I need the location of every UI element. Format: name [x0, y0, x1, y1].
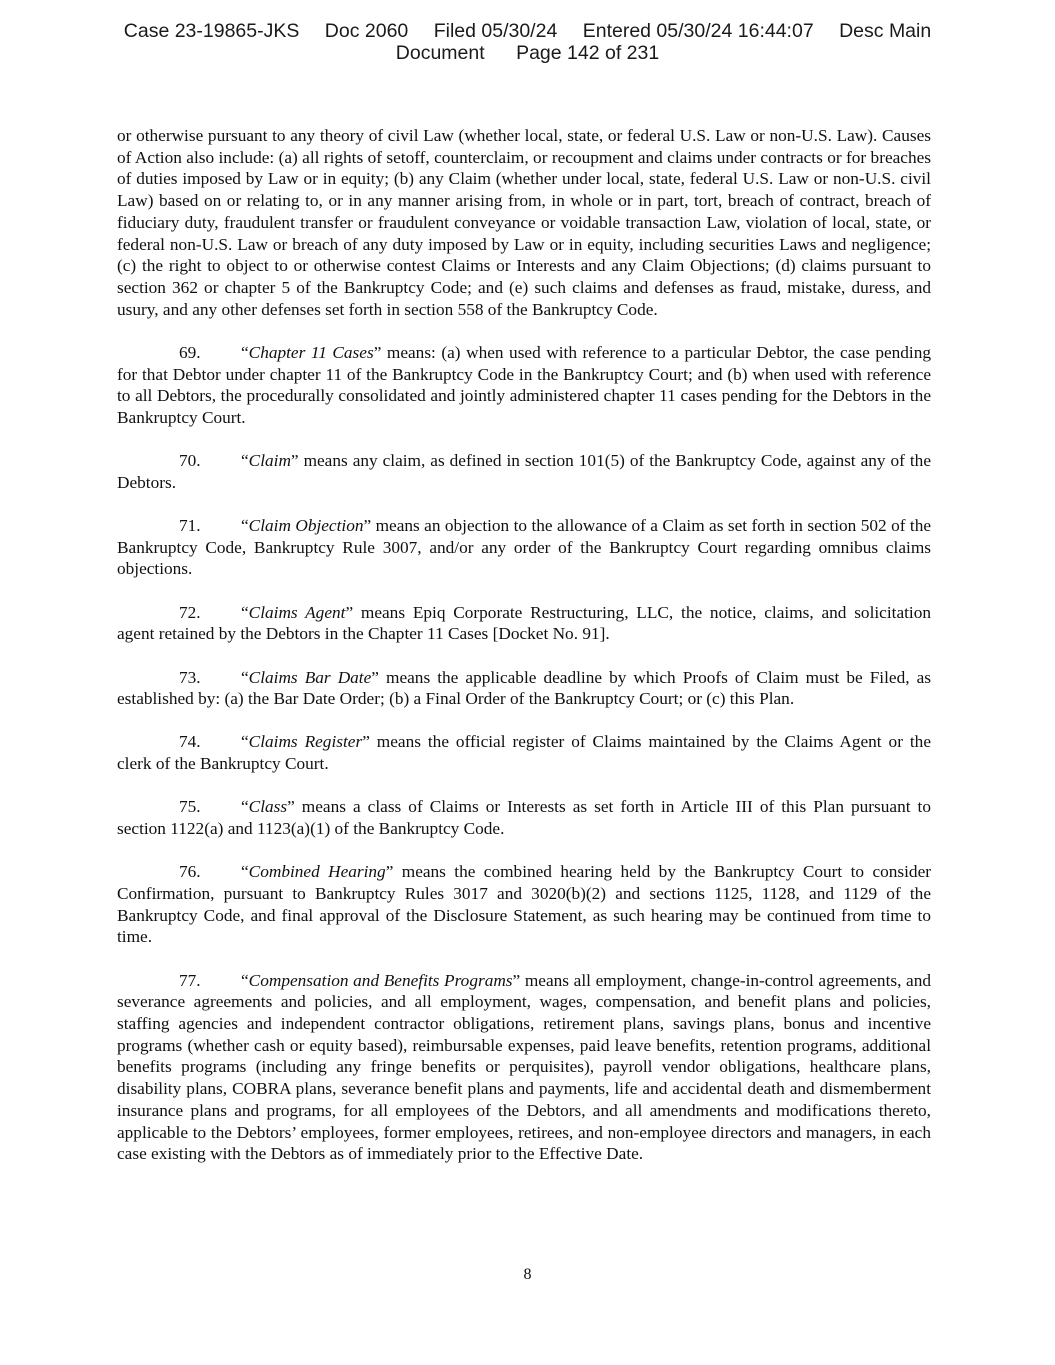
- defined-term: Chapter 11 Cases: [248, 342, 374, 362]
- header-line-1: [0, 20, 1055, 42]
- open-quote: “: [241, 451, 249, 471]
- definition-number: 75.: [179, 797, 201, 817]
- definition-number: 77.: [179, 970, 201, 990]
- open-quote: “: [241, 667, 249, 687]
- definition-69: [117, 342, 931, 429]
- definition-text: ” means a class of Claims or Interests as set forth in Article III of this Plan pursuant to section 1122(a) and 1123(a)(1) of the Bankruptcy Code.: [117, 797, 931, 839]
- description: Desc Main: [839, 20, 932, 42]
- defined-term: Claim Objection: [248, 516, 364, 536]
- definition-77: [117, 970, 931, 1165]
- doc-number: Doc 2060: [324, 20, 409, 42]
- definition-text: ” means all employment, change-in-control agreements, and severance agreements and policies, and all employment, wages, compensation, and benefit plans and policies, staffing agencies and independent contractor obligations, retirement plans, savings plans, bonus and incentive programs (whether cash or equity based), reimbursable expenses, paid leave benefits, retention programs, additional benefits programs (including any fringe benefits or perquisites), payroll vendor obligations, healthcare plans, disability plans, COBRA plans, severance benefit plans and payments, life and accidental death and dismemberment insurance plans and programs, for all employees of the Debtors, and all amendments and modifications thereto, applicable to the Debtors’ employees, former employees, retirees, and non-employee directors and managers, in each case existing with the Debtors as of immediately prior to the Effective Date.: [117, 970, 932, 1164]
- definition-text: ” means the official register of Claims maintained by the Claims Agent or the clerk of the Bankruptcy Court.: [117, 732, 931, 774]
- open-quote: “: [241, 732, 249, 752]
- document-body: [117, 125, 931, 1186]
- definition-number: 74.: [179, 732, 201, 752]
- definition-number: 69.: [179, 342, 201, 362]
- definition-number: 72.: [179, 602, 201, 622]
- definition-76: [117, 861, 931, 948]
- defined-term: Claims Bar Date: [248, 667, 372, 687]
- definition-text: ” means the applicable deadline by which Proofs of Claim must be Filed, as established by: (a) the Bar Date Order; (b) a Final Order of the Bankruptcy Court; or (c) this Plan.: [117, 667, 931, 709]
- open-quote: “: [241, 602, 249, 622]
- defined-term: Class: [248, 797, 288, 817]
- definition-text: ” means an objection to the allowance of a Claim as set forth in section 502 of the Bankruptcy Code, Bankruptcy Rule 3007, and/or any order of the Bankruptcy Court regarding omnibus claims objections.: [117, 516, 932, 579]
- page-of-total: Page 142 of 231: [516, 42, 660, 64]
- case-number: Case 23-19865-JKS: [123, 20, 300, 42]
- definition-75: [117, 796, 931, 839]
- definition-number: 70.: [179, 451, 201, 471]
- definition-number: 73.: [179, 667, 201, 687]
- defined-term: Claims Agent: [248, 602, 346, 622]
- defined-term: Claim: [248, 451, 291, 471]
- header-line-2: [0, 42, 1055, 64]
- open-quote: “: [241, 970, 249, 990]
- definition-number: 71.: [179, 516, 201, 536]
- open-quote: “: [241, 862, 249, 882]
- page-number: 8: [523, 1266, 532, 1283]
- definition-70: [117, 450, 931, 493]
- definition-74: [117, 731, 931, 774]
- defined-term: Compensation and Benefits Programs: [248, 970, 513, 990]
- court-filing-header: [0, 20, 1055, 64]
- definition-text: ” means any claim, as defined in section 101(5) of the Bankruptcy Code, against any of the Debtors.: [117, 451, 931, 492]
- defined-term: Claims Register: [248, 732, 363, 752]
- open-quote: “: [241, 516, 249, 536]
- definition-text: ” means Epiq Corporate Restructuring, LLC, the notice, claims, and solicitation agent retained by the Debtors in the Chapter 11 Cases [Docket No. 91].: [117, 602, 931, 644]
- continuation-paragraph: or otherwise pursuant to any theory of civil Law (whether local, state, or federal U.S. Law or non-U.S. Law). Causes of Action also include: (a) all rights of setoff, counterclaim, or recoupment and claims under contracts or for breaches of duties imposed by Law or in equity; (b) any Claim (whether under local, state, federal U.S. Law or non-U.S. civil Law) based on or relating to, or in any manner arising from, in whole or in part, tort, breach of contract, breach of fiduciary duty, fraudulent transfer or fraudulent conveyance or voidable transaction Law, violation of local, state, or federal non-U.S. Law or breach of any duty imposed by Law or in equity, including securities Laws and negligence; (c) the right to object to or otherwise contest Claims or Interests and any Claim Objections; (d) claims pursuant to section 362 or chapter 5 of the Bankruptcy Code; and (e) such claims and defenses as fraud, mistake, duress, and usury, and any other defenses set forth in section 558 of the Bankruptcy Code.: [117, 126, 931, 319]
- definition-72: [117, 602, 931, 645]
- definition-text: ” means the combined hearing held by the Bankruptcy Court to consider Confirmation, pursuant to Bankruptcy Rules 3017 and 3020(b)(2) and sections 1125, 1128, and 1129 of the Bankruptcy Code, and final approval of the Disclosure Statement, as such hearing may be continued from time to time.: [117, 862, 931, 947]
- open-quote: “: [241, 342, 249, 362]
- definition-73: [117, 667, 931, 710]
- definition-number: 76.: [179, 862, 201, 882]
- document-label: Document: [395, 42, 485, 64]
- definition-text: ” means: (a) when used with reference to a particular Debtor, the case pending for that Debtor under chapter 11 of the Bankruptcy Code in the Bankruptcy Court; and (b) when used with reference to all Debtors, the procedurally consolidated and jointly administered chapter 11 cases pending for the Debtors in the Bankruptcy Court.: [117, 342, 931, 427]
- open-quote: “: [241, 797, 249, 817]
- defined-term: Combined Hearing: [248, 862, 386, 882]
- entered-date: Entered 05/30/24 16:44:07: [582, 20, 814, 42]
- definition-71: [117, 515, 931, 580]
- filed-date: Filed 05/30/24: [433, 20, 558, 42]
